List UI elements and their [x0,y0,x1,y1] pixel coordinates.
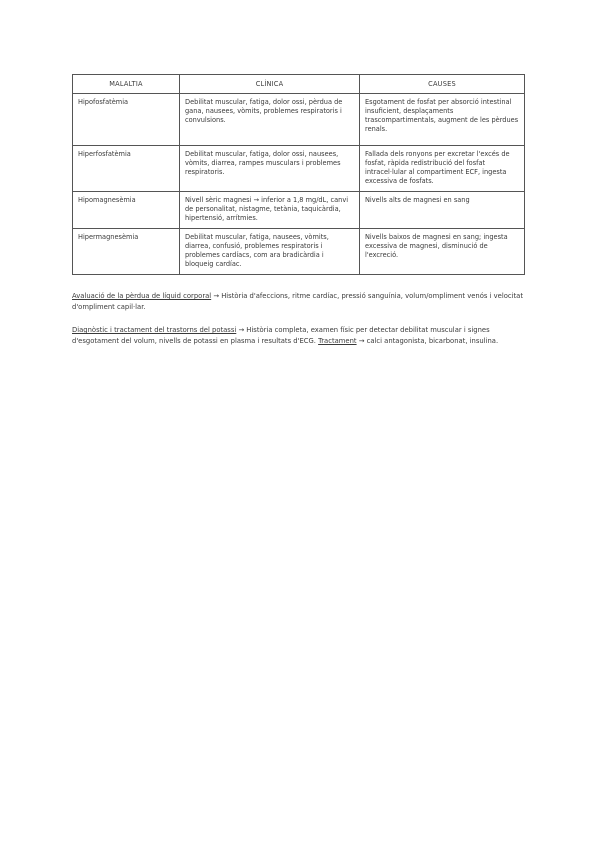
header-clinic: CLÍNICA [180,75,360,94]
disease-cell: Hiperfosfatèmia [73,146,180,192]
clinic-cell: Debilitat muscular, fatiga, dolor ossi, pèrdua de gana, nausees, vòmits, problemes respiratoris i convulsions. [180,94,360,146]
causes-cell: Fallada dels ronyons per excretar l'excés de fosfat, ràpida redistribució del fosfat intracel·lular al compartiment ECF, ingesta excessiva de fosfats. [360,146,525,192]
table-row [73,192,525,229]
causes-cell: Esgotament de fosfat per absorció intestinal insuficient, desplaçaments trascompartimentals, augment de les pèrdues renals. [360,94,525,146]
note-treatment-text: → calci antagonista, bicarbonat, insulina. [356,337,499,345]
clinic-cell: Nivell sèric magnesi → inferior a 1,8 mg/dL, canvi de personalitat, nistagme, tetània, taquicàrdia, hipertensió, arrítmies. [180,192,360,229]
note-potassium [72,325,528,347]
clinic-cell: Debilitat muscular, fatiga, dolor ossi, nausees, vòmits, diarrea, rampes musculars i problemes respiratoris. [180,146,360,192]
note-fluid-loss [72,291,528,313]
table-row [73,229,525,275]
table-header-row [73,75,525,94]
clinic-cell: Debilitat muscular, fatiga, nausees, vòmits, diarrea, confusió, problemes respiratoris i problemes cardíacs, com ara bradicàrdia i bloqueig cardíac. [180,229,360,275]
table-row [73,94,525,146]
causes-cell: Nivells baixos de magnesi en sang; ingesta excessiva de magnesi, disminució de l'excreció. [360,229,525,275]
note-fluid-loss-link[interactable]: Avaluació de la pèrdua de líquid corporal [72,292,212,300]
disease-cell: Hipofosfatèmia [73,94,180,146]
electrolyte-disorders-table [72,74,525,275]
note-potassium-link[interactable]: Diagnòstic i tractament del trastorns del potassi [72,326,237,334]
table-row [73,146,525,192]
disease-cell: Hipomagnesèmia [73,192,180,229]
disease-cell: Hipermagnesèmia [73,229,180,275]
note-treatment-link[interactable]: Tractament [318,337,357,345]
header-disease: MALALTIA [73,75,180,94]
notes-section [72,291,528,359]
header-causes: CAUSES [360,75,525,94]
note-fluid-loss-text: → Història d'afeccions, ritme cardíac, pressió sanguínia, volum/ompliment venós i velocitat d'ompliment capil·lar. [72,292,524,311]
note-potassium-text: → Història completa, examen físic per detectar debilitat muscular i signes d'esgotament del volum, nivells de potassi en plasma i resultats d'ECG. [72,326,490,345]
causes-cell: Nivells alts de magnesi en sang [360,192,525,229]
